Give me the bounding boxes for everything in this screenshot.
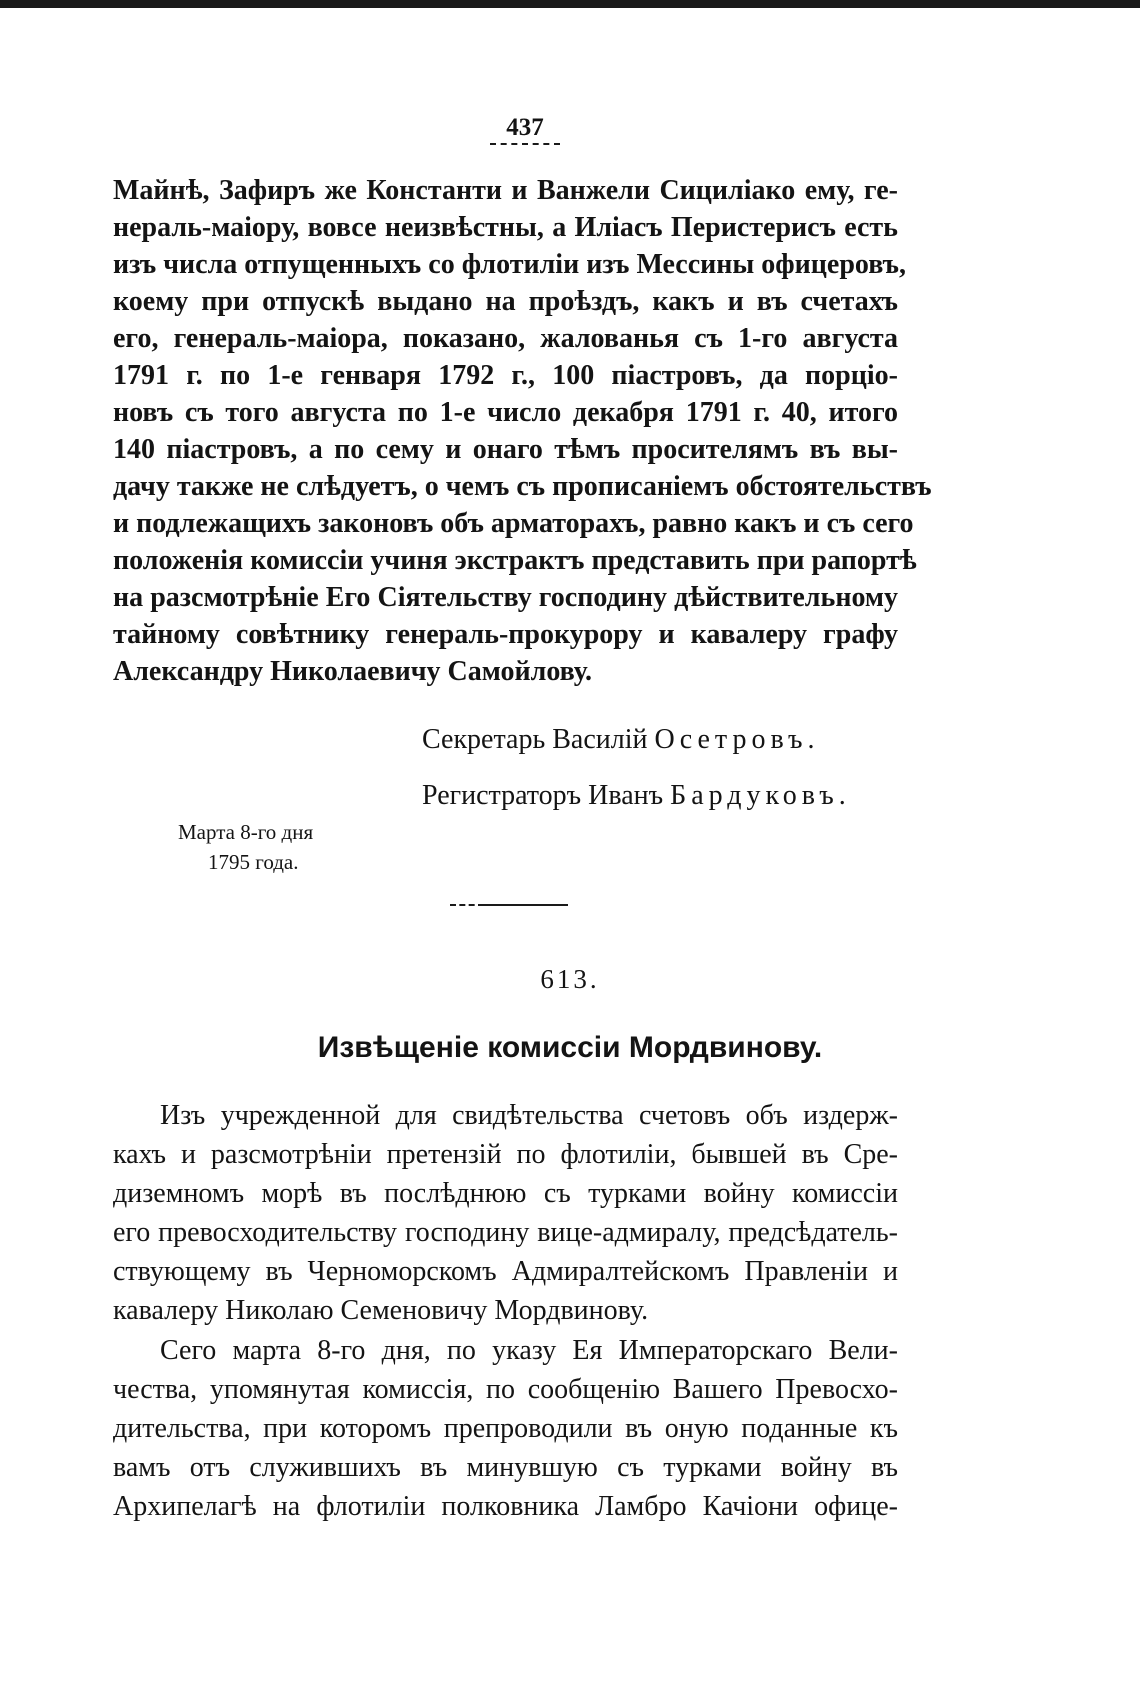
text-line: новъ съ того августа по 1-е число декабря 1791 г. 40, итого — [113, 397, 898, 428]
document-date — [178, 817, 313, 877]
text-line: диземномъ морѣ въ послѣднюю съ турками войну комиссіи — [113, 1178, 898, 1209]
scan-top-border — [0, 0, 1140, 8]
text-line: тайному совѣтнику генераль-прокурору и кавалеру графу — [113, 619, 898, 650]
text-line: Изъ учрежденной для свидѣтельства счетовъ объ издерж- — [160, 1100, 898, 1131]
text-line: чества, упомянутая комиссія, по сообщенію Вашего Превосхо- — [113, 1374, 898, 1405]
signature-surname: Бардуковъ. — [670, 780, 851, 811]
text-line: Александру Николаевичу Самойлову. — [113, 656, 592, 687]
text-line: 140 піастровъ, а по сему и онаго тѣмъ просителямъ въ вы- — [113, 434, 898, 465]
signature-title: Секретарь Василій — [422, 724, 648, 755]
text-line: дительства, при которомъ препроводили въ оную поданные къ — [113, 1413, 898, 1444]
text-line: вамъ отъ служившихъ въ минувшую съ турками войну въ — [113, 1452, 898, 1483]
text-line: положенія комиссіи учиня экстрактъ представить при рапортѣ — [113, 545, 917, 576]
text-line: ствующему въ Черноморскомъ Адмиралтейскомъ Правленіи и — [113, 1256, 898, 1287]
signature-surname: Осетровъ. — [654, 724, 820, 755]
text-line: 1791 г. по 1-е генваря 1792 г., 100 піастровъ, да порціо- — [113, 360, 898, 391]
text-line: на разсмотрѣніе Его Сіятельству господину дѣйствительному — [113, 582, 898, 613]
text-line: и подлежащихъ законовъ объ арматорахъ, равно какъ и съ сего — [113, 508, 914, 539]
signature-secretary — [422, 724, 820, 756]
text-line: его, генераль-маіора, показано, жалованья съ 1-го августа — [113, 323, 898, 354]
section-divider — [450, 904, 568, 906]
document-title: Извѣщеніе комиссіи Мордвинову. — [317, 1031, 823, 1064]
date-line: Марта 8-го дня — [178, 820, 314, 844]
text-line: кахъ и разсмотрѣніи претензій по флотиліи, бывшей въ Сре- — [113, 1139, 898, 1170]
text-line: его превосходительству господину вице-адмиралу, предсѣдатель- — [113, 1217, 898, 1248]
text-line: изъ числа отпущенныхъ со флотиліи изъ Мессины офицеровъ, — [113, 249, 906, 280]
text-line: нераль-маіору, вовсе неизвѣстны, а Иліасъ Перистерисъ есть — [113, 212, 898, 243]
text-line: Архипелагѣ на флотиліи полковника Ламбро Качіони офице- — [113, 1491, 898, 1522]
document-number: 613. — [540, 964, 600, 994]
signature-title: Регистраторъ Иванъ — [422, 780, 664, 811]
text-line: кавалеру Николаю Семеновичу Мордвинову. — [113, 1295, 649, 1326]
text-line: коему при отпускѣ выдано на проѣздъ, какъ и въ счетахъ — [113, 286, 898, 317]
text-line: Майнѣ, Зафиръ же Константи и Ванжели Сициліако ему, ге- — [113, 175, 898, 206]
text-line: Сего марта 8-го дня, по указу Ея Императорскаго Вели- — [160, 1335, 898, 1366]
text-line: дачу также не слѣдуетъ, о чемъ съ прописаніемъ обстоятельствъ — [113, 471, 932, 502]
signature-registrar — [422, 780, 851, 812]
date-line: 1795 года. — [208, 850, 299, 874]
page-number: 437 — [490, 114, 560, 145]
